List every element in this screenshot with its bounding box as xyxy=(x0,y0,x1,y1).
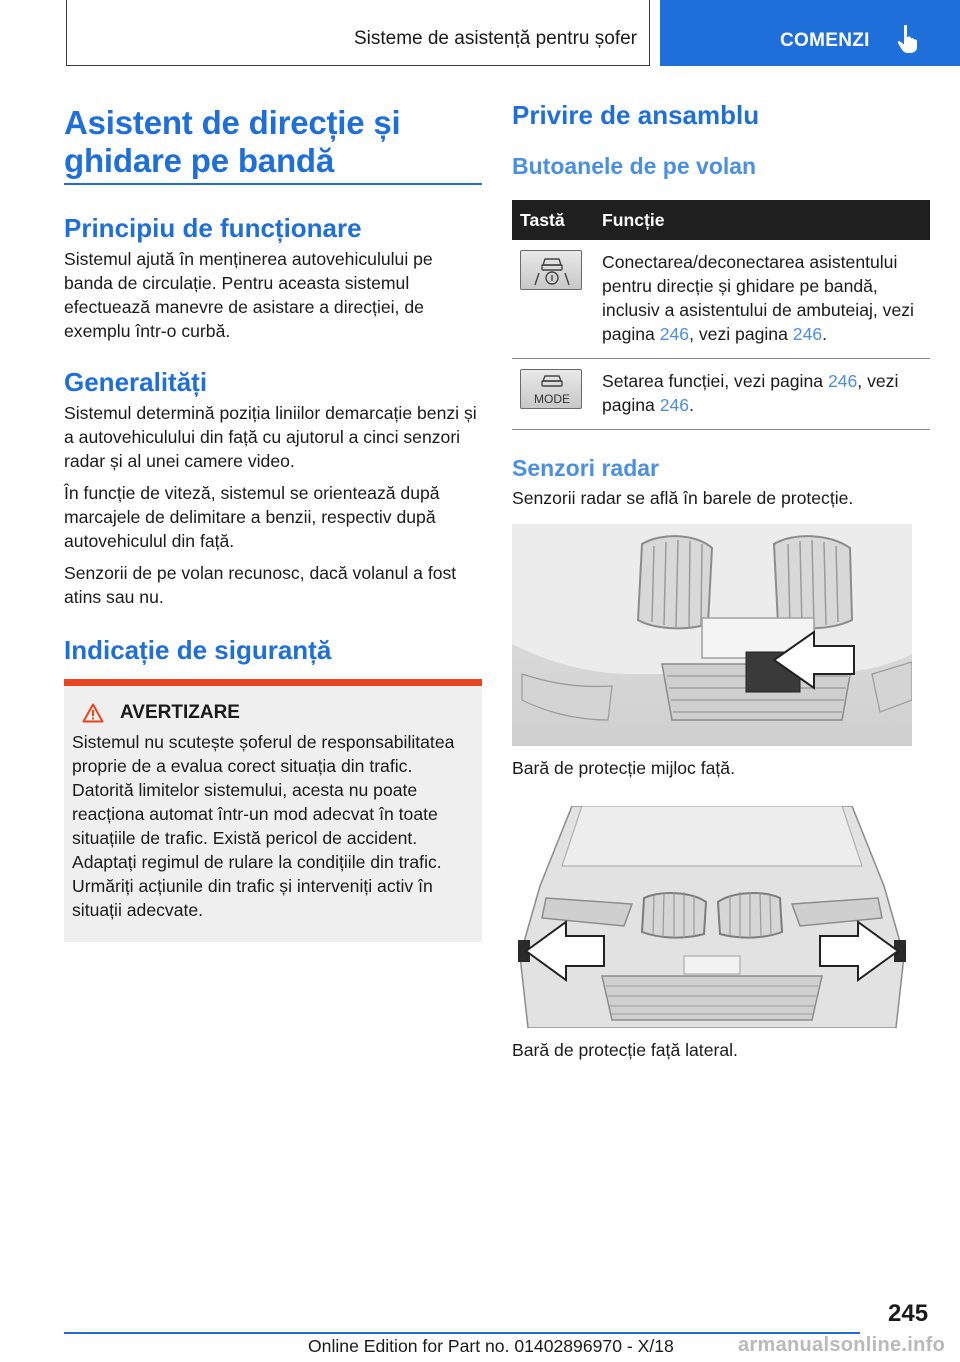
col-header-function: Funcție xyxy=(594,200,930,240)
caption-bumper-lateral: Bară de protecție față lateral. xyxy=(512,1040,738,1060)
warning-rule xyxy=(64,679,482,686)
bumper-lateral-illustration xyxy=(512,806,912,1028)
row1-function: Conectarea/deconectarea asistentului pentru direcție și ghidare pe bandă, inclusiv a asistentului de ambuteiaj, vezi pagina 246, vezi pagina 246. xyxy=(594,240,930,359)
row2-function: Setarea funcției, vezi pagina 246, vezi pagina 246. xyxy=(594,359,930,430)
buttons-table xyxy=(512,200,930,430)
general-para-3: Senzorii de pe volan recunosc, dacă volanul a fost atins sau nu. xyxy=(64,563,457,607)
overview-heading: Privire de ansamblu xyxy=(512,100,760,130)
table-row xyxy=(512,359,930,430)
section-tab xyxy=(66,0,650,66)
watermark: armanualsonline.info xyxy=(738,1334,946,1356)
warning-title: AVERTIZARE xyxy=(82,702,474,724)
buttons-heading: Butoanele de pe volan xyxy=(512,153,757,179)
section-title: Sisteme de asistență pentru șofer xyxy=(353,28,637,49)
page-header xyxy=(0,0,960,66)
page-link[interactable]: 246 xyxy=(827,371,858,391)
pointing-hand-icon xyxy=(896,24,922,54)
page-link[interactable]: 246 xyxy=(792,324,823,344)
warning-box xyxy=(64,686,482,942)
commands-nav-label: COMENZI xyxy=(780,30,870,51)
mode-button-icon xyxy=(520,369,582,409)
steering-assist-button-icon xyxy=(520,250,582,290)
left-column xyxy=(64,104,482,942)
principle-text: Sistemul ajută în menținerea autovehiculului pe banda de circulație. Pentru aceasta sistemul efectuează manevre de asistare a direcției, de exemplu într-o curbă. xyxy=(64,249,433,341)
col-header-key: Tastă xyxy=(512,200,594,240)
safety-heading: Indicație de siguranță xyxy=(64,635,332,665)
principle-heading: Principiu de funcționare xyxy=(64,213,362,243)
table-row xyxy=(512,240,930,359)
general-para-1: Sistemul determină poziția liniilor demarcație benzi și a autovehiculului din față cu ajutorul a cinci senzori radar și al unei camere video. xyxy=(64,403,477,471)
mode-button-label: MODE xyxy=(534,392,570,406)
edition-text: Online Edition for Part no. 01402896970 - X/18 xyxy=(308,1336,674,1356)
main-title: Asistent de direcție și ghidare pe bandă xyxy=(64,104,401,179)
general-heading: Generalități xyxy=(64,367,208,397)
warning-text: Sistemul nu scutește șoferul de responsabilitatea proprie de a evalua corect situația din trafic. Datorită limitelor sistemului, acesta nu poate reacționa automat într-un mod adecvat în toate situațiile de trafic. Există pericol de accident. Adaptați regimul de rulare la condițiile din trafic. Urmăriți acțiunile din trafic și interveniți activ în situații adecvate. xyxy=(72,732,455,920)
commands-nav-button[interactable] xyxy=(660,0,960,66)
radar-text: Senzorii radar se află în barele de protecție. xyxy=(512,488,854,508)
page-number: 245 xyxy=(888,1300,929,1327)
radar-heading: Senzori radar xyxy=(512,455,659,481)
page-link[interactable]: 246 xyxy=(659,324,690,344)
right-column xyxy=(512,100,930,1062)
general-para-2: În funcție de viteză, sistemul se orientează după marcajele de delimitare a benzii, respectiv după autovehiculul din față. xyxy=(64,483,440,551)
title-rule xyxy=(64,183,482,185)
warning-triangle-icon xyxy=(82,703,104,723)
bumper-middle-illustration xyxy=(512,524,912,746)
page-link[interactable]: 246 xyxy=(659,395,690,415)
caption-bumper-middle: Bară de protecție mijloc față. xyxy=(512,758,735,778)
